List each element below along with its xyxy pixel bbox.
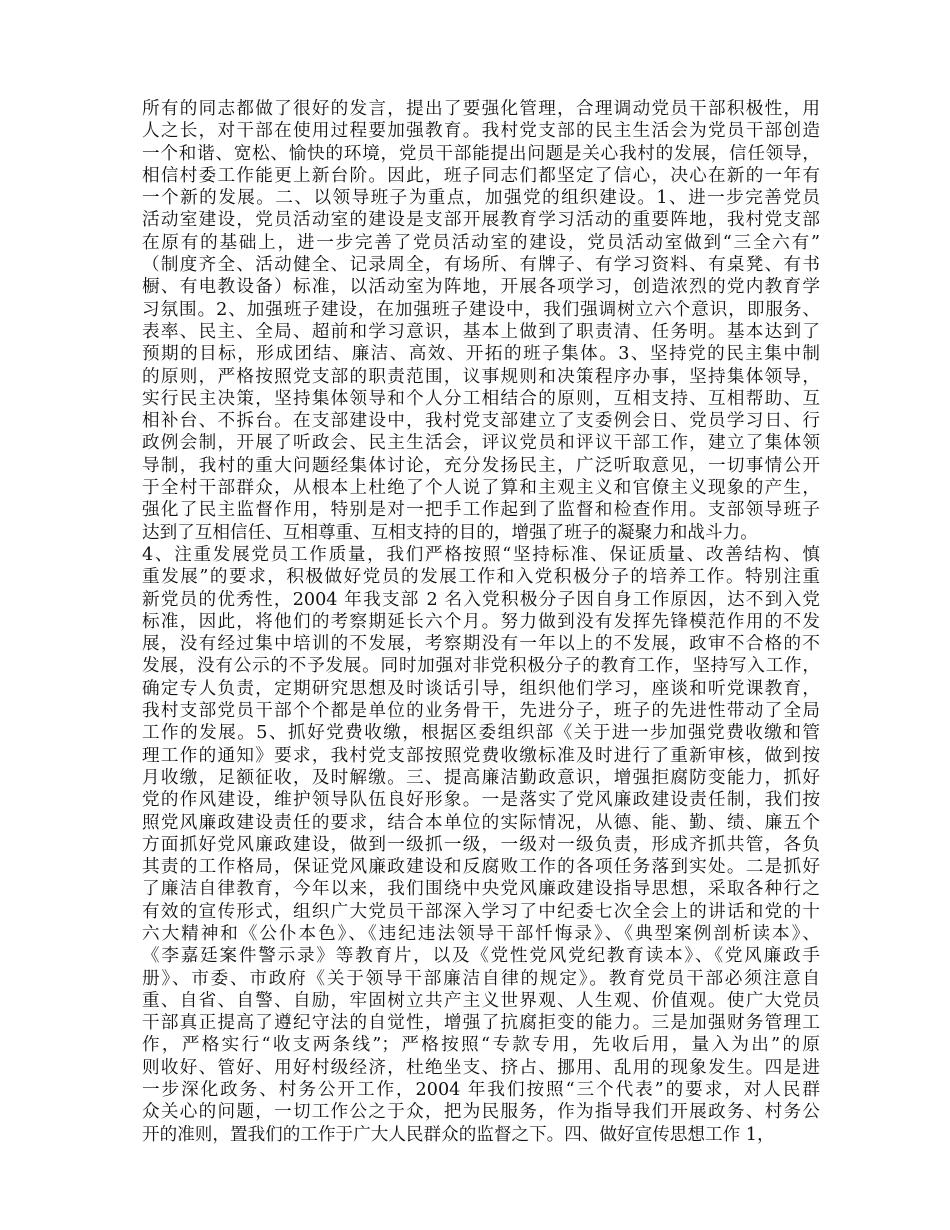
text-line: 人之长，对干部在使用过程要加强教育。我村党支部的民主生活会为党员干部创造 xyxy=(142,121,820,142)
text-line: 一步深化政务、村务公开工作，2004 年我们按照“三个代表”的要求，对人民群 xyxy=(142,1080,820,1101)
text-line: 有效的宣传形式，组织广大党员干部深入学习了中纪委七次全会上的讲话和党的十 xyxy=(142,901,820,922)
text-line: 活动室建设，党员活动室的建设是支部开展教育学习活动的重要阵地，我村党支部 xyxy=(142,210,820,231)
text-line: 橱、有电教设备）标准，以活动室为阵地，开展各项学习，创造浓烈的党内教育学 xyxy=(142,277,820,298)
text-line: 4、注重发展党员工作质量，我们严格按照“坚持标准、保证质量、改善结构、慎 xyxy=(142,544,820,565)
text-line: 展，没有经过集中培训的不发展，考察期没有一年以上的不发展，政审不合格的不 xyxy=(142,634,820,655)
text-line: 标准，因此，将他们的考察期延长六个月。努力做到没有发挥先锋模范作用的不发 xyxy=(142,611,820,632)
text-line: 的原则，严格按照党支部的职责范围，议事规则和决策程序办事，坚持集体领导， xyxy=(142,366,820,387)
text-line: 重、自省、自警、自励，牢固树立共产主义世界观、人生观、价值观。使广大党员 xyxy=(142,990,820,1011)
text-line: 我村支部党员干部个个都是单位的业务骨干，先进分子，班子的先进性带动了全局 xyxy=(142,701,820,722)
text-line: 了廉洁自律教育，今年以来，我们围绕中央党风廉政建设指导思想，采取各种行之 xyxy=(142,879,820,900)
text-line: 达到了互相信任、互相尊重、互相支持的目的，增强了班子的凝聚力和战斗力。 xyxy=(142,522,758,543)
text-line: 所有的同志都做了很好的发言，提出了要强化管理，合理调动党员干部积极性，用 xyxy=(142,99,820,119)
text-line: 重发展”的要求，积极做好党员的发展工作和入党积极分子的培养工作。特别注重 xyxy=(142,567,820,588)
text-line: 实行民主决策，坚持集体领导和个人分工相结合的原则，互相支持、互相帮助、互 xyxy=(142,388,820,409)
text-line: 则收好、管好、用好村级经济，杜绝坐支、挤占、挪用、乱用的现象发生。四是进 xyxy=(142,1057,820,1078)
text-line: 党的作风建设，维护领导队伍良好形象。一是落实了党风廉政建设责任制，我们按 xyxy=(142,790,820,811)
text-line: 习氛围。2、加强班子建设，在加强班子建设中，我们强调树立六个意识，即服务、 xyxy=(142,299,820,320)
text-line: 政例会制，开展了听政会、民主生活会，评议党员和评议干部工作，建立了集体领 xyxy=(142,433,820,454)
text-line: 其责的工作格局，保证党风廉政建设和反腐败工作的各项任务落到实处。二是抓好 xyxy=(142,857,820,878)
text-line: 强化了民主监督作用，特别是对一把手工作起到了监督和检查作用。支部领导班子 xyxy=(142,500,820,521)
text-line: （制度齐全、活动健全、记录周全，有场所、有牌子、有学习资料、有桌凳、有书 xyxy=(142,255,820,276)
text-line: 相补台、不拆台。在支部建设中，我村党支部建立了支委例会日、党员学习日、行 xyxy=(142,411,820,432)
text-line: 在原有的基础上，进一步完善了党员活动室的建设，党员活动室做到“三全六有” xyxy=(142,232,820,253)
text-line: 作，严格实行“收支两条线”；严格按照“专款专用，先收后用，量入为出”的原 xyxy=(142,1035,820,1056)
text-line: 表率、民主、全局、超前和学习意识，基本上做到了职责清、任务明。基本达到了 xyxy=(142,321,820,342)
text-line: 工作的发展。5、抓好党费收缴，根据区委组织部《关于进一步加强党费收缴和管 xyxy=(142,723,820,744)
text-line: 《李嘉廷案件警示录》等教育片，以及《党性党风党纪教育读本》、《党风廉政手 xyxy=(142,946,820,967)
text-line: 于全村干部群众，从根本上杜绝了个人说了算和主观主义和官僚主义现象的产生， xyxy=(142,478,820,499)
text-line: 新党员的优秀性，2004 年我支部 2 名入党积极分子因自身工作原因，达不到入党 xyxy=(142,589,820,610)
text-line: 六大精神和《公仆本色》、《违纪违法领导干部忏悔录》、《典型案例剖析读本》、 xyxy=(142,923,820,944)
text-line: 月收缴，足额征收，及时解缴。三、提高廉洁勤政意识，增强拒腐防变能力，抓好 xyxy=(142,767,820,788)
text-line: 理工作的通知》要求，我村党支部按照党费收缴标准及时进行了重新审核，做到按 xyxy=(142,745,820,766)
text-line: 预期的目标，形成团结、廉洁、高效、开拓的班子集体。3、坚持党的民主集中制 xyxy=(142,344,820,365)
text-line: 一个新的发展。二、以领导班子为重点，加强党的组织建设。1、进一步完善党员 xyxy=(142,188,820,209)
text-line: 册》、市委、市政府《关于领导干部廉洁自律的规定》。教育党员干部必须注意自 xyxy=(142,968,820,989)
text-line: 相信村委工作能更上新台阶。因此，班子同志们都坚定了信心，决心在新的一年有 xyxy=(142,165,820,186)
text-line: 照党风廉政建设责任的要求，结合本单位的实际情况，从德、能、勤、绩、廉五个 xyxy=(142,812,820,833)
text-line: 开的准则，置我们的工作于广大人民群众的监督之下。四、做好宣传思想工作 1， xyxy=(142,1124,775,1145)
text-line: 导制，我村的重大问题经集体讨论，充分发扬民主，广泛听取意见，一切事情公开 xyxy=(142,455,820,476)
text-line: 确定专人负责，定期研究思想及时谈话引导，组织他们学习，座谈和听党课教育， xyxy=(142,678,820,699)
document-page xyxy=(142,98,820,1146)
text-line: 发展，没有公示的不予发展。同时加强对非党积极分子的教育工作，坚持写入工作， xyxy=(142,656,820,677)
text-line: 众关心的问题，一切工作公之于众，把为民服务，作为指导我们开展政务、村务公 xyxy=(142,1102,820,1123)
text-line: 一个和谐、宽松、愉快的环境，党员干部能提出问题是关心我村的发展，信任领导， xyxy=(142,143,820,164)
text-line: 方面抓好党风廉政建设，做到一级抓一级，一级对一级负责，形成齐抓共管，各负 xyxy=(142,834,820,855)
text-line: 干部真正提高了遵纪守法的自觉性，增强了抗腐拒变的能力。三是加强财务管理工 xyxy=(142,1013,820,1034)
